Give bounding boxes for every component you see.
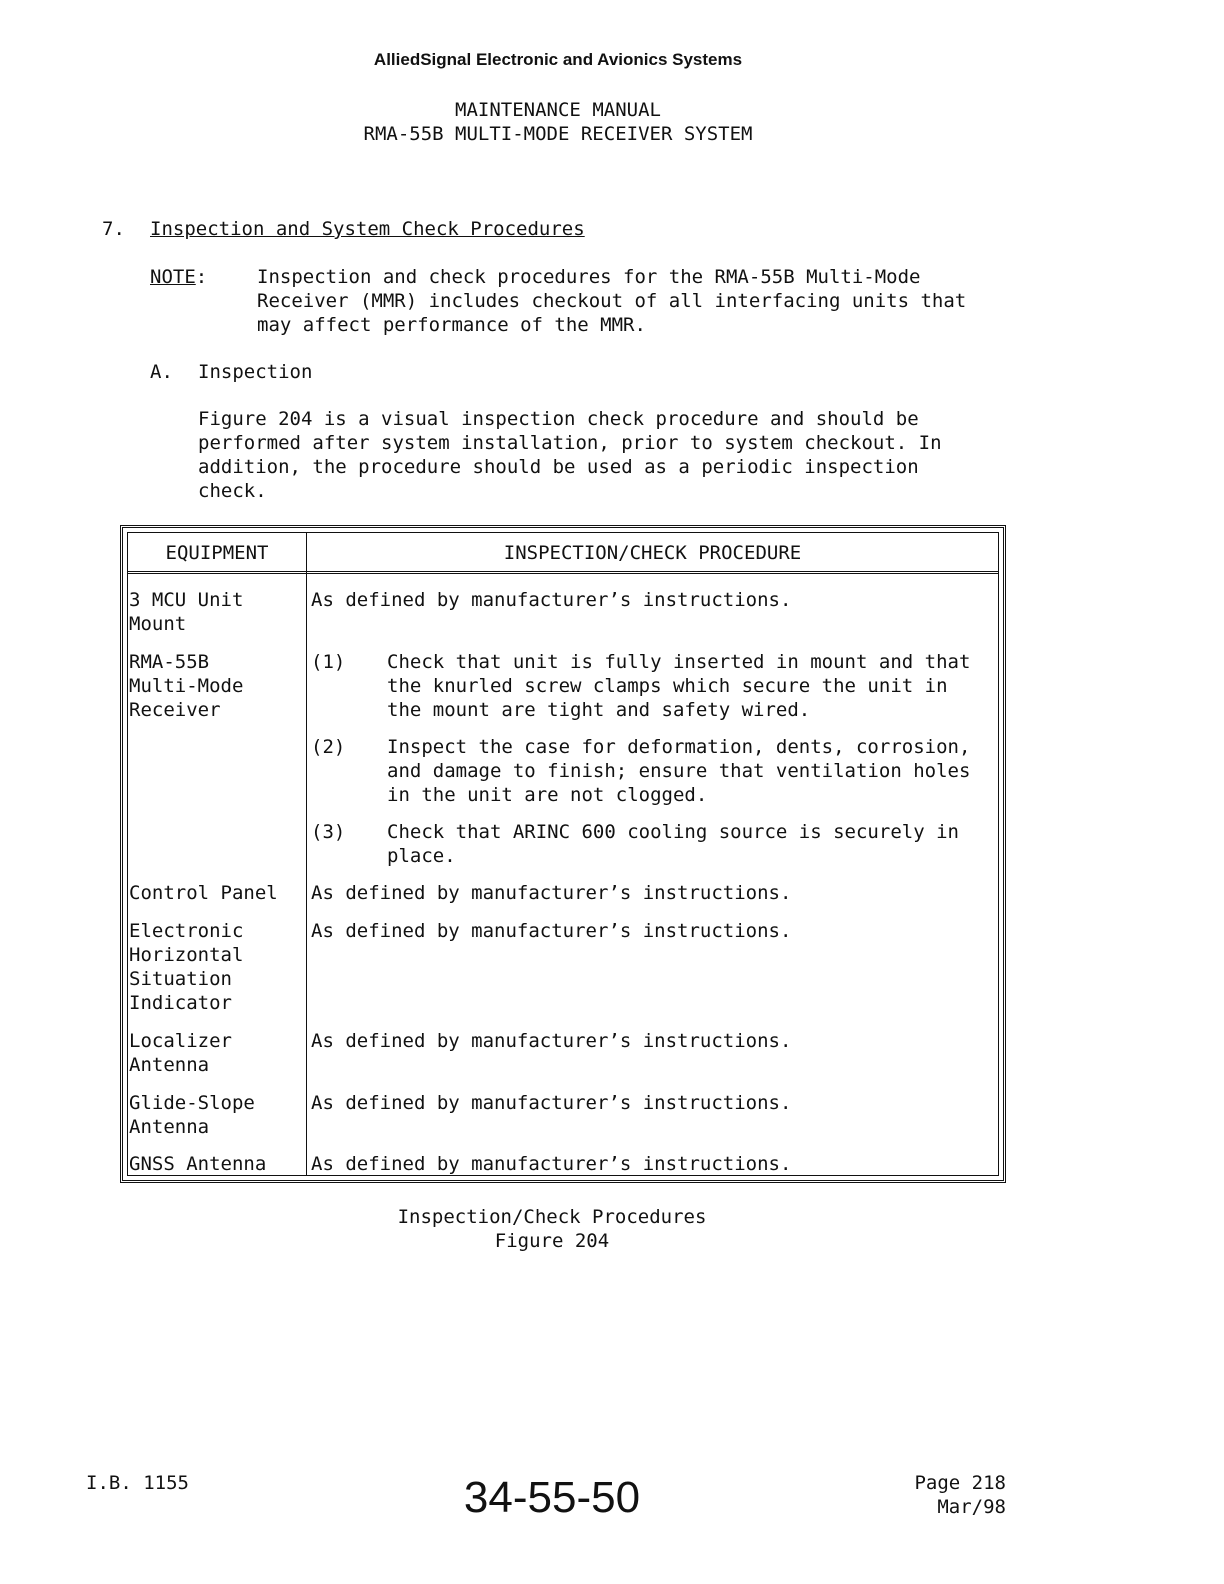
- note-text: Inspection and check procedures for the RMA-55B Multi-Mode Receiver (MMR) includes checkout of all interfacing units that may affect performance of the MMR.: [257, 266, 967, 336]
- header-equipment: EQUIPMENT: [165, 542, 269, 564]
- note-label-word: NOTE: [150, 266, 196, 288]
- table-row-equipment: Localizer Antenna: [129, 1030, 232, 1076]
- caption-title: Inspection/Check Procedures: [397, 1206, 707, 1228]
- manual-title: [0, 98, 1116, 146]
- table-row-procedure: As defined by manufacturer’s instructions.: [311, 920, 792, 942]
- figure-caption: [0, 1205, 1104, 1253]
- caption-figure-number: Figure 204: [494, 1230, 610, 1252]
- subsection-title: Inspection: [198, 361, 313, 383]
- note-label: [150, 265, 207, 289]
- step-number: (2): [311, 736, 346, 758]
- header-procedure: INSPECTION/CHECK PROCEDURE: [503, 542, 802, 564]
- subsection-paragraph: Figure 204 is a visual inspection check procedure and should be performed after system installation, prior to system checkout. In addition, the procedure should be used as a periodic inspection check.: [198, 408, 942, 502]
- table-row-equipment: Glide-Slope Antenna: [129, 1092, 255, 1138]
- company-name: AlliedSignal Electronic and Avionics Systems: [373, 50, 743, 69]
- manual-title-line1: MAINTENANCE MANUAL: [455, 99, 661, 121]
- section-title: Inspection and System Check Procedures: [150, 218, 585, 240]
- step-text: Inspect the case for deformation, dents, corrosion, and damage to finish; ensure that ventilation holes in the unit are not clogged.: [387, 736, 971, 806]
- table-row-procedure: As defined by manufacturer’s instructions.: [311, 1153, 792, 1175]
- table-row-procedure: As defined by manufacturer’s instructions.: [311, 1030, 792, 1052]
- header-divider: [128, 571, 998, 574]
- note-label-colon: :: [195, 266, 208, 288]
- step-number: (3): [311, 821, 346, 843]
- footer-chapter-number: 34-55-50: [463, 1473, 641, 1522]
- table-row-procedure: As defined by manufacturer’s instructions.: [311, 882, 792, 904]
- footer-page-info: [880, 1471, 1006, 1519]
- step-text: Check that unit is fully inserted in mount and that the knurled screw clamps which secure the unit in the mount are tight and safety wired.: [387, 651, 971, 721]
- table-row-equipment: Control Panel: [129, 882, 278, 904]
- subsection-letter: A.: [150, 361, 173, 383]
- table-row-equipment: Electronic Horizontal Situation Indicator: [129, 920, 244, 1014]
- table-row-equipment: RMA-55B Multi-Mode Receiver: [129, 651, 244, 721]
- footer-page: Page 218: [914, 1472, 1006, 1494]
- footer-ib-number: I.B. 1155: [86, 1472, 189, 1494]
- table-row-procedure: As defined by manufacturer’s instructions.: [311, 1092, 792, 1114]
- column-divider: [306, 533, 307, 1175]
- section-number: 7.: [102, 218, 125, 240]
- manual-title-line2: RMA-55B MULTI-MODE RECEIVER SYSTEM: [363, 123, 753, 145]
- table-row-equipment: GNSS Antenna: [129, 1153, 267, 1175]
- table-row-equipment: 3 MCU Unit Mount: [129, 589, 244, 635]
- step-text: Check that ARINC 600 cooling source is securely in place.: [387, 821, 959, 867]
- footer-date: Mar/98: [937, 1496, 1006, 1518]
- step-number: (1): [311, 651, 346, 673]
- table-row-procedure: As defined by manufacturer’s instructions.: [311, 589, 792, 611]
